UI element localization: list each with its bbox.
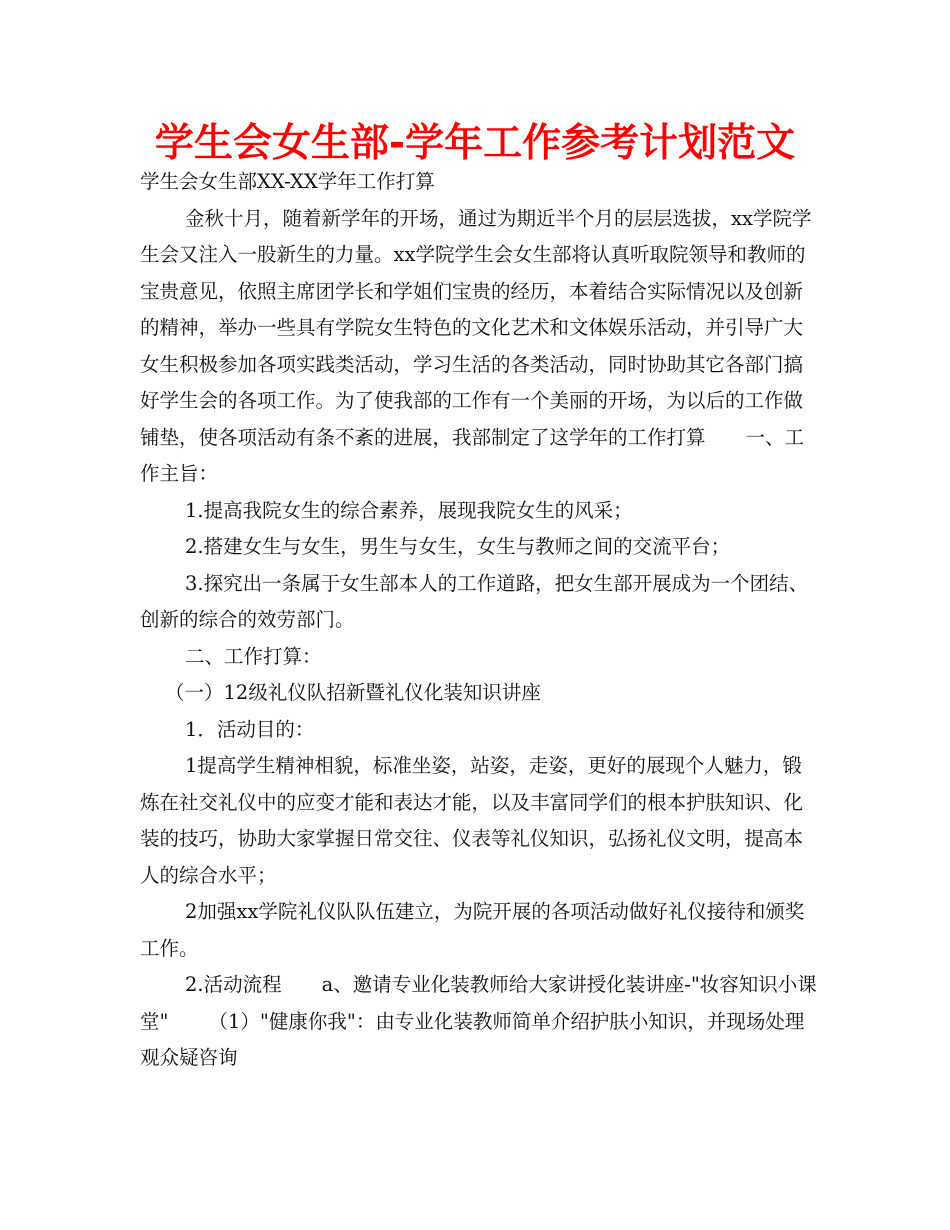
body-paragraph: 2加强xx学院礼仪队队伍建立，为院开展的各项活动做好礼仪接待和颁奖工作。: [140, 900, 805, 960]
subtitle-paragraph: 学生会女生部XX-XX学年工作打算: [140, 170, 435, 193]
item-heading: 1．活动目的：: [185, 717, 315, 741]
body-paragraph: [140, 201, 820, 493]
body-paragraph: [140, 967, 820, 1077]
flow-step-1: （1）"健康你我"：由专业化装教师简单介绍护肤小知识，并现场处理观众疑咨询: [140, 1009, 805, 1069]
list-item: 3.探究出一条属于女生部本人的工作道路，把女生部开展成为一个团结、创新的综合的效劳部门。: [140, 571, 809, 631]
subsection-heading: （一）12级礼仪队招新暨礼仪化装知识讲座: [165, 681, 541, 704]
section-heading-plan: 二、工作打算：: [185, 644, 322, 668]
list-item: 1.提高我院女生的综合素养，展现我院女生的风采；: [185, 498, 633, 522]
item-heading-flow: 2.活动流程: [185, 973, 282, 996]
intro-text: 金秋十月，随着新学年的开场，通过为期近半个月的层层选拔，xx学院学生会又注入一股新生的力量。xx学院学生会女生部将认真听取院领导和教师的宝贵意见，依照主席团学长和学姐们宝贵的经历，本着结合实际情况以及创新的精神，举办一些具有学院女生特色的文化艺术和文体娱乐活动，并引导广大女生积极参加各项实践类活动，学习生活的各类活动，同时协助其它各部门搞好学生会的各项工作。为了使我部的工作有一个美丽的开场，为以后的工作做铺垫，使各项活动有条不紊的进展，我部制定了这学年的工作打算: [140, 206, 812, 449]
flow-step-a: a、邀请专业化装教师给大家讲授化装讲座-"妆容知识小课堂": [140, 973, 817, 1033]
list-item: 2.搭建女生与女生，男生与女生，女生与教师之间的交流平台；: [185, 535, 731, 558]
document-title: 学生会女生部-学年工作参考计划范文: [154, 121, 796, 166]
body-paragraph: 1提高学生精神相貌，标准坐姿，站姿，走姿，更好的展现个人魅力，锻炼在社交礼仪中的应变才能和表达才能，以及丰富同学们的根本护肤知识、化装的技巧，协助大家掌握日常交往、仪表等礼仪知识，弘扬礼仪文明，提高本人的综合水平；: [140, 754, 804, 887]
section-heading-purpose: 一、工作主旨：: [140, 425, 805, 485]
document-body: [140, 164, 820, 1077]
